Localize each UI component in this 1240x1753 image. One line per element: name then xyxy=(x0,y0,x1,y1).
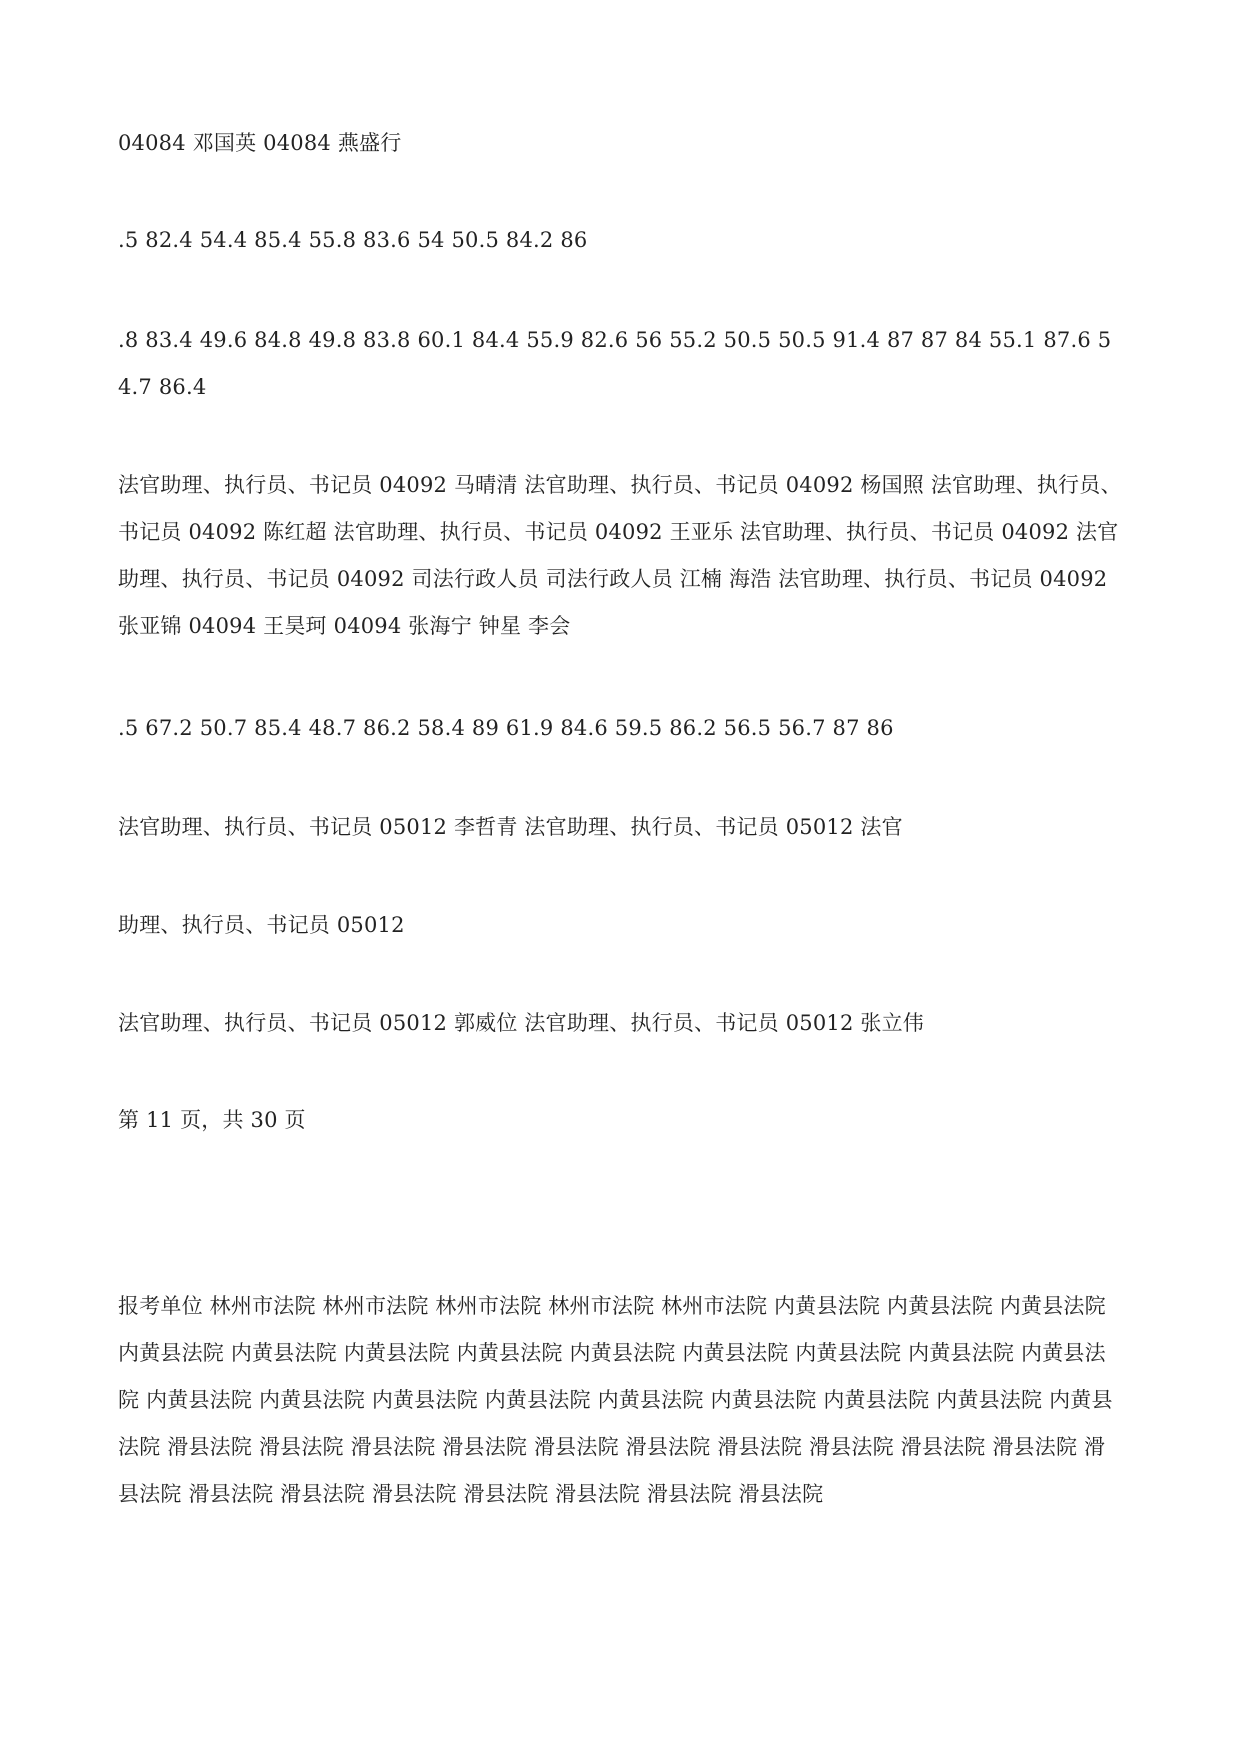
text-line-scores: .5 82.4 54.4 85.4 55.8 83.6 54 50.5 84.2 86 xyxy=(118,228,588,252)
text-line-scores: .5 67.2 50.7 85.4 48.7 86.2 58.4 89 61.9 84.6 59.5 86.2 56.5 56.7 87 86 xyxy=(118,716,894,740)
page-number: 第 11 页，共 30 页 xyxy=(118,1108,306,1132)
text-line-positions: 助理、执行员、书记员 05012 xyxy=(118,913,405,937)
text-line-positions: 法官助理、执行员、书记员 05012 郭威位 法官助理、执行员、书记员 05012 张立伟 xyxy=(118,1011,924,1035)
text-line-codes: 04084 邓国英 04084 燕盛行 xyxy=(118,131,402,155)
text-paragraph-positions: 法官助理、执行员、书记员 04092 马晴清 法官助理、执行员、书记员 04092 杨国照 法官助理、执行员、书记员 04092 陈红超 法官助理、执行员、书记员 04092 王亚乐 法官助理、执行员、书记员 04092 法官助理、执行员、书记员 04092 司法行政人员 司法行政人员 江楠 海浩 法官助理、执行员、书记员 04092 张亚锦 04094 王昊珂 04094 张海宁 钟星 李会 xyxy=(118,473,1122,638)
text-line-positions: 法官助理、执行员、书记员 05012 李哲青 法官助理、执行员、书记员 05012 法官 xyxy=(118,815,903,839)
text-paragraph-units: 报考单位 林州市法院 林州市法院 林州市法院 林州市法院 林州市法院 内黄县法院 内黄县法院 内黄县法院 内黄县法院 内黄县法院 内黄县法院 内黄县法院 内黄县法院 内黄县法院 内黄县法院 内黄县法院 内黄县法院 内黄县法院 内黄县法院 内黄县法院 内黄县法院 内黄县法院 内黄县法院 内黄县法院 内黄县法院 内黄县法院 滑县法院 滑县法院 滑县法院 滑县法院 滑县法院 滑县法院 滑县法院 滑县法院 滑县法院 滑县法院 滑县法院 滑县法院 滑县法院 滑县法院 滑县法院 滑县法院 滑县法院 滑县法院 xyxy=(118,1294,1113,1506)
text-line-scores: .8 83.4 49.6 84.8 49.8 83.8 60.1 84.4 55.9 82.6 56 55.2 50.5 50.5 91.4 87 87 84 55.1 87.6 54.7 86.4 xyxy=(118,328,1112,399)
